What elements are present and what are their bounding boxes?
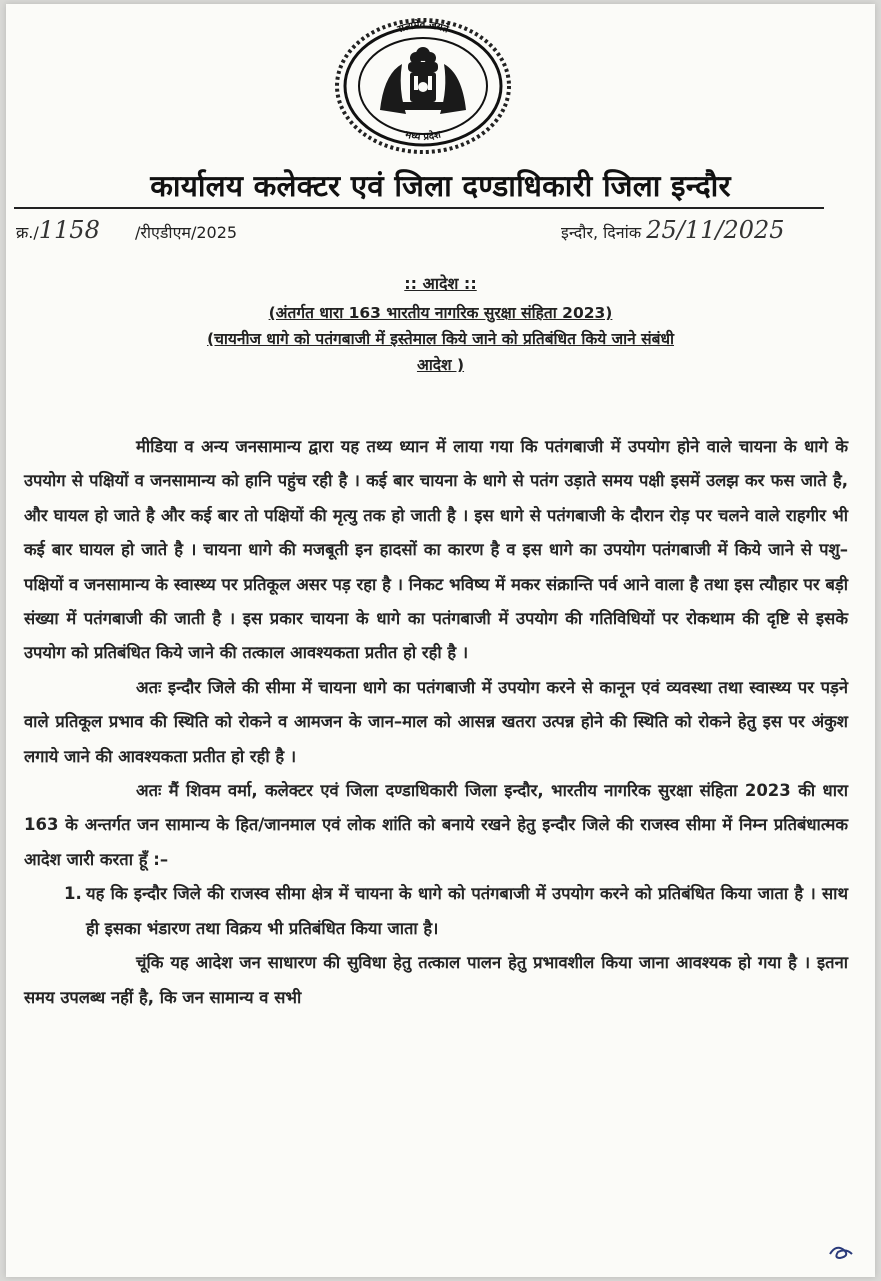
order-subject-line2: आदेश ) bbox=[416, 356, 465, 374]
emblem-icon bbox=[332, 14, 514, 154]
document-page bbox=[6, 4, 875, 1277]
emblem-ring-top-text: सत्यमेव जयते bbox=[396, 20, 450, 36]
place-date bbox=[561, 216, 785, 244]
paragraph-3: अतः मैं शिवम वर्मा, कलेक्टर एवं जिला दण्डाधिकारी जिला इन्दौर, भारतीय नागरिक सुरक्षा संहिता 2023 की धारा 163 के अन्तर्गत जन सामान्य के हित/जानमाल एवं लोक शांति को बनाये रखने हेतु इन्दौर जिले की राजस्व सीमा में निम्न प्रतिबंधात्मक आदेश जारी करता हूँ :– bbox=[24, 781, 848, 869]
order-body bbox=[24, 430, 848, 1015]
reference-number-handwritten: 1158 bbox=[38, 216, 100, 244]
svg-text:मध्य प्रदेश bbox=[403, 129, 443, 143]
list-item-1-number: 1. bbox=[64, 884, 82, 904]
reference-section: /रीएडीएम/2025 bbox=[134, 223, 238, 242]
order-title bbox=[6, 272, 875, 294]
paragraph-4: चूंकि यह आदेश जन साधारण की सुविधा हेतु तत्काल पालन हेतु प्रभावशील किया जाना आवश्यक हो गया है । इतना समय उपलब्ध नहीं है, कि जन सामान्य व सभी bbox=[24, 953, 848, 1007]
state-emblem-seal bbox=[332, 14, 514, 154]
paragraph-1: मीडिया व अन्य जनसामान्य द्वारा यह तथ्य ध्यान में लाया गया कि पतंगबाजी में उपयोग होने वाले चायना के धागे के उपयोग से पक्षियों व जनसामान्य को हानि पहुंच रही है । कई बार चायना के धागे से पतंग उड़ाते समय पक्षी इसमें उलझ कर फस जाते है, और घायल हो जाते है और कई बार तो पक्षियों की मृत्यु तक हो जाती है । इस धागे से पतंगबाजी के दौरान रोड़ पर चलने वाले राहगीर भी कई बार घायल हो जाते है । चायना धागे की मजबूती इन हादसों का कारण है व इस धागे का उपयोग पतंगबाजी में किये जाने से पशु–पक्षियों व जनसामान्य के स्वास्थ्य पर प्रतिकूल असर पड़ रहा है । निकट भविष्य में मकर संक्रान्ति पर्व आने वाला है तथा इस त्यौहार पर बड़ी संख्या में पतंगबाजी की जाती है । इस प्रकार चायना के धागे का पतंगबाजी में उपयोग की गतिविधियों पर रोकथाम की दृष्टि से इसके उपयोग को प्रतिबंधित किये जाने की तत्काल आवश्यकता प्रतीत हो रही है । bbox=[24, 437, 848, 663]
paragraph-2: अतः इन्दौर जिले की सीमा में चायना धागे का पतंगबाजी में उपयोग करने से कानून एवं व्यवस्था तथा स्वास्थ्य पर पड़ने वाले प्रतिकूल प्रभाव की स्थिति को रोकने व आमजन के जान–माल को आसन्न खतरा उत्पन्न होने की स्थिति को रोकने हेतु इस पर अंकुश लगाये जाने की आवश्यकता प्रतीत हो रही है । bbox=[24, 677, 848, 766]
list-item-1 bbox=[24, 877, 848, 946]
date-handwritten: 25/11/2025 bbox=[646, 216, 785, 244]
handwritten-mark-icon bbox=[826, 1240, 856, 1262]
heading-underline bbox=[14, 207, 824, 209]
order-section-line: (अंतर्गत धारा 163 भारतीय नागरिक सुरक्षा संहिता 2023) bbox=[268, 304, 613, 322]
office-heading: कार्यालय कलेक्टर एवं जिला दण्डाधिकारी जिला इन्दौर bbox=[150, 169, 731, 203]
order-title-text: :: आदेश :: bbox=[404, 274, 477, 293]
place-date-label: इन्दौर, दिनांक bbox=[561, 223, 642, 242]
emblem-ring-bottom-text: मध्य प्रदेश bbox=[404, 129, 442, 143]
order-subject bbox=[6, 300, 875, 378]
reference-number bbox=[16, 216, 237, 244]
reference-line bbox=[6, 216, 875, 256]
list-item-1-text: यह कि इन्दौर जिले की राजस्व सीमा क्षेत्र में चायना के धागे को पतंगबाजी में उपयोग करने को प्रतिबंधित किया जाता है । साथ ही इसका भंडारण तथा विक्रय भी प्रतिबंधित किया जाता है। bbox=[86, 884, 848, 938]
reference-prefix: क्र./ bbox=[16, 223, 39, 242]
order-subject-line1: (चायनीज धागे को पतंगबाजी में इस्तेमाल किये जाने को प्रतिबंधित किये जाने संबंधी bbox=[206, 330, 675, 348]
